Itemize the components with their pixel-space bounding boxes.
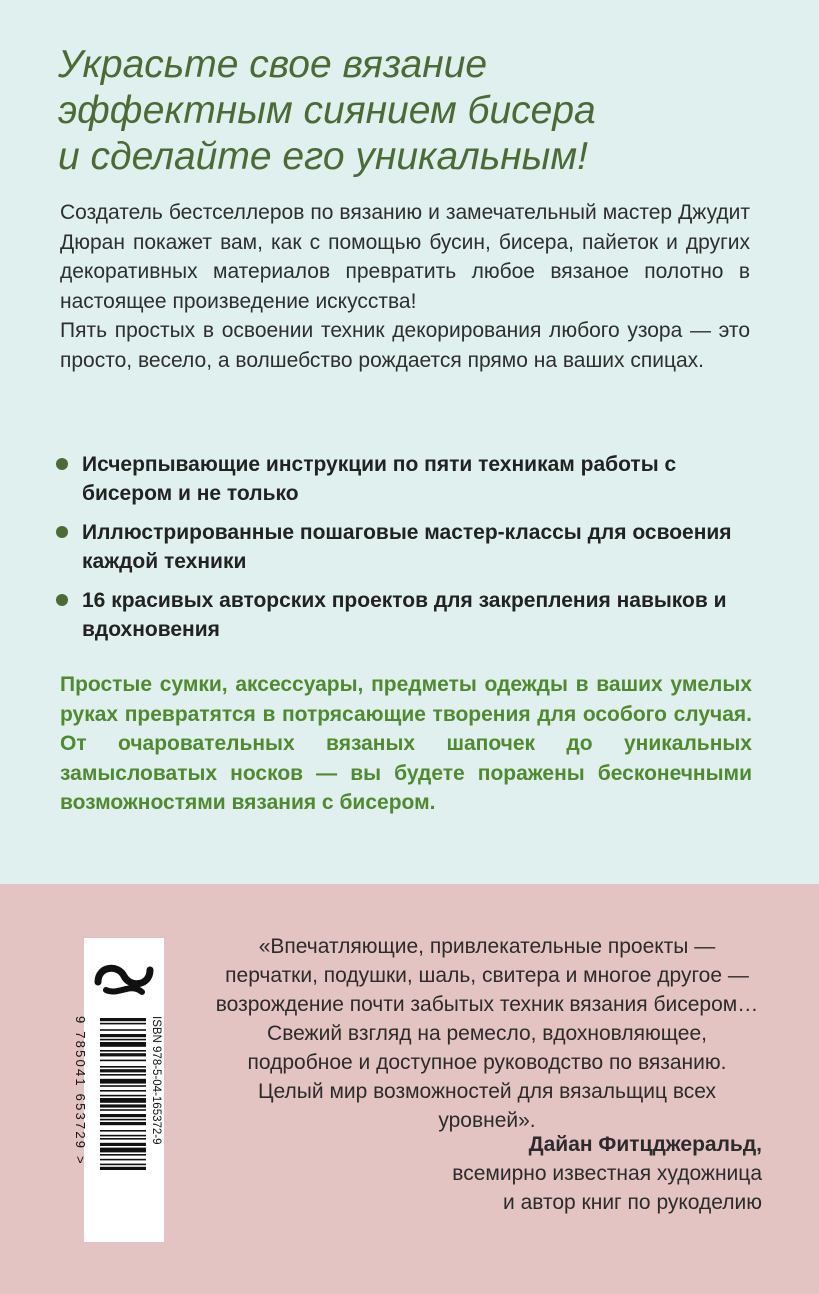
intro-paragraph: Создатель бестселлеров по вязанию и замечательный мастер Джудит Дюран покажет вам, как с помощью бусин, бисера, пайеток и других декоративных материалов превратить любое вязаное полотно в настоящее произведение искусства! xyxy=(60,201,750,313)
barcode-bar xyxy=(100,1138,146,1140)
barcode-bar xyxy=(100,1029,146,1031)
author-role: и автор книг по рукоделию xyxy=(503,1191,762,1214)
barcode-bar xyxy=(100,1104,146,1107)
feature-text: Иллюстрированные пошаговые мастер-классы для освоения каждой техники xyxy=(82,521,732,573)
barcode-bar xyxy=(100,1069,146,1072)
bullet-dot-icon xyxy=(56,594,68,606)
barcode-bar xyxy=(100,1018,146,1021)
barcode-bar xyxy=(100,1159,146,1161)
barcode-digits: 9 785041 653729 > xyxy=(73,1016,88,1166)
headline-line: эффектным сиянием бисера xyxy=(58,89,596,132)
review-quote: «Впечатляющие, привлекательные проекты — перчатки, подушки, шаль, свитера и многое другое — возрождение почти забытых техник вязания бисером… Свежий взгляд на ремесло, вдохновляющее, подробное и доступное руководство по вязанию. Целый мир возможностей для вязальщиц всех уровней». xyxy=(215,935,759,1132)
feature-text: 16 красивых авторских проектов для закрепления навыков и вдохновения xyxy=(82,589,727,641)
barcode-panel xyxy=(73,938,164,1242)
barcode-bar xyxy=(100,1034,146,1037)
intro-paragraph: Пять простых в освоении техник декорирования любого узора — это просто, весело, а волшебство рождается прямо на ваших спицах. xyxy=(60,319,750,372)
barcode-bar xyxy=(100,1050,146,1052)
barcode-bar xyxy=(100,1119,146,1121)
author-name: Дайан Фитцджеральд, xyxy=(528,1133,762,1156)
summary-text: Простые сумки, аксессуары, предметы одежды в ваших умелых руках превратятся в потрясающие творения для особого случая. От очаровательных вязаных шапочек до уникальных замысловатых носков — вы будете поражены бесконечными возможностями вязания с бисером. xyxy=(60,673,752,814)
barcode-bar xyxy=(100,1148,146,1153)
feature-item xyxy=(56,518,756,576)
bullet-dot-icon xyxy=(56,458,68,470)
author-role: всемирно известная художница xyxy=(452,1162,762,1185)
barcode-bar xyxy=(100,1167,146,1170)
barcode-bar xyxy=(100,1079,146,1084)
barcode-bar xyxy=(100,1154,146,1156)
barcode-bar xyxy=(100,1109,146,1111)
barcode-bar xyxy=(100,1164,146,1166)
feature-list xyxy=(56,450,756,654)
barcode-bar xyxy=(100,1114,146,1117)
barcode-bar xyxy=(100,1095,146,1097)
barcode-bar xyxy=(100,1085,146,1087)
barcode-bar xyxy=(100,1090,146,1092)
barcode-bar xyxy=(100,1098,146,1103)
bullet-dot-icon xyxy=(56,526,68,538)
intro-text xyxy=(60,198,750,375)
headline-line: Украсьте свое вязание xyxy=(58,43,488,86)
headline-line: и сделайте его уникальным! xyxy=(58,135,588,178)
barcode-bar xyxy=(100,1066,146,1068)
feature-text: Исчерпывающие инструкции по пяти техникам работы с бисером и не только xyxy=(82,453,677,505)
isbn-text: ISBN 978-5-04-165372-9 xyxy=(150,1016,162,1145)
barcode-bar xyxy=(100,1060,146,1062)
barcode-bar xyxy=(100,1074,146,1076)
feature-item xyxy=(56,450,756,508)
barcode-bar xyxy=(100,1053,146,1056)
review-author xyxy=(212,1130,762,1217)
feature-item xyxy=(56,586,756,644)
barcode-bar xyxy=(100,1135,146,1137)
publisher-logo-icon xyxy=(84,946,164,1006)
barcode-bar xyxy=(100,1042,146,1047)
barcode-bar xyxy=(100,1130,146,1132)
barcode-bar xyxy=(100,1039,146,1041)
barcode-bar xyxy=(100,1023,146,1025)
barcode-bar xyxy=(100,1143,146,1146)
headline xyxy=(58,42,778,180)
barcode-bar xyxy=(100,1122,146,1125)
